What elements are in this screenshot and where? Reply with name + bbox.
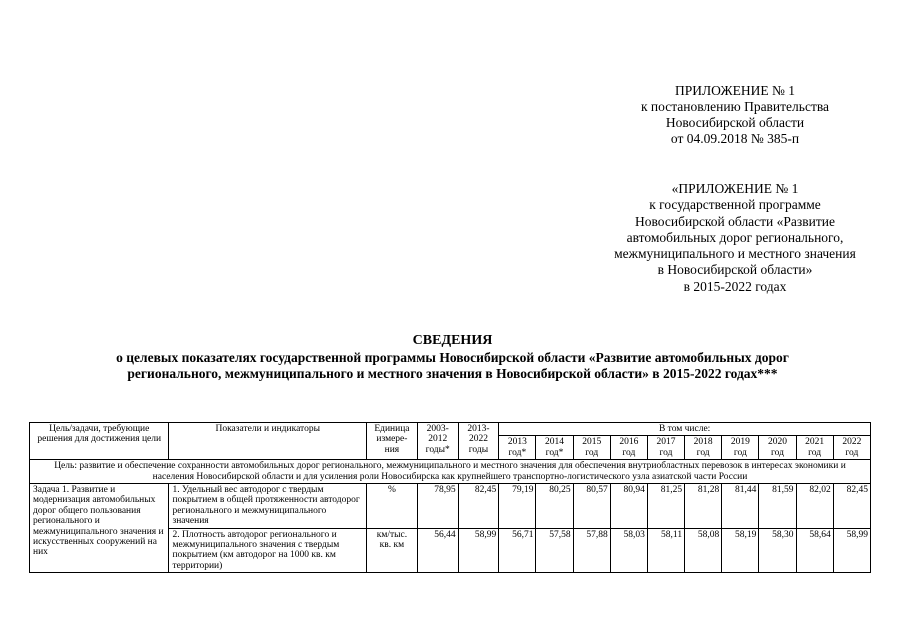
header-year: 2015 год bbox=[573, 436, 610, 460]
appendix-to-resolution bbox=[600, 83, 870, 147]
table-row bbox=[30, 484, 871, 529]
value-cell: 81,25 bbox=[647, 484, 684, 529]
value-cell: 57,88 bbox=[573, 528, 610, 573]
value-cell: 58,08 bbox=[685, 528, 722, 573]
header-year: 2016 год bbox=[610, 436, 647, 460]
header-indicators: Показатели и индикаторы bbox=[169, 423, 367, 460]
header-2013-2022: 2013-2022 годы bbox=[458, 423, 499, 460]
value-cell: 80,94 bbox=[610, 484, 647, 529]
value-cell: 58,11 bbox=[647, 528, 684, 573]
header-2003-2012: 2003-2012 годы* bbox=[417, 423, 458, 460]
unit-cell: км/тыс. кв. км bbox=[366, 528, 417, 573]
value-cell: 57,58 bbox=[536, 528, 573, 573]
header-year: 2018 год bbox=[685, 436, 722, 460]
value-cell: 81,59 bbox=[759, 484, 796, 529]
title-line-2: регионального, межмуниципального и местного значения в Новосибирской области» в 2015-2022 годах*** bbox=[127, 366, 778, 381]
value-cell: 82,45 bbox=[833, 484, 870, 529]
indicators-table bbox=[29, 422, 871, 573]
appendix1-line: Новосибирской области bbox=[665, 115, 805, 130]
appendix2-line: в Новосибирской области» bbox=[657, 262, 813, 278]
value-cell: 82,02 bbox=[796, 484, 833, 529]
value-cell: 81,44 bbox=[722, 484, 759, 529]
appendix2-line: Новосибирской области «Развитие bbox=[635, 213, 835, 229]
value-cell: 58,64 bbox=[796, 528, 833, 573]
value-cell: 80,25 bbox=[536, 484, 573, 529]
indicator-cell: 2. Плотность автодорог регионального и межмуниципального значения с твердым покрытием (км автодорог на 1000 кв. км территории) bbox=[169, 528, 367, 573]
appendix2-line: «ПРИЛОЖЕНИЕ № 1 bbox=[671, 181, 799, 196]
appendix-to-program bbox=[590, 181, 880, 295]
goal-text: Цель: развитие и обеспечение сохранности автомобильных дорог регионального, межмуниципального и местного значения для обеспечения внутриобластных перевозок в интересах экономики и населения Новосибирской области и для усиления роли Новосибирска как крупнейшего транспортно-логистического узла азиатской части России bbox=[30, 460, 871, 484]
unit-cell: % bbox=[366, 484, 417, 529]
value-cell: 82,45 bbox=[458, 484, 499, 529]
value-cell: 56,44 bbox=[417, 528, 458, 573]
value-cell: 58,03 bbox=[610, 528, 647, 573]
header-including: В том числе: bbox=[499, 423, 871, 436]
task-cell: Задача 1. Развитие и модернизация автомобильных дорог общего пользования регионального и межмуниципального значения и искусственных сооружений на них bbox=[30, 484, 169, 573]
appendix1-line: ПРИЛОЖЕНИЕ № 1 bbox=[674, 83, 796, 98]
appendix2-line: автомобильных дорог регионального, bbox=[626, 229, 844, 245]
goal-row bbox=[30, 460, 871, 484]
title-line-1: о целевых показателях государственной программы Новосибирской области «Развитие автомобильных дорог bbox=[116, 349, 789, 365]
value-cell: 58,99 bbox=[833, 528, 870, 573]
value-cell: 58,99 bbox=[458, 528, 499, 573]
value-cell: 58,30 bbox=[759, 528, 796, 573]
value-cell: 80,57 bbox=[573, 484, 610, 529]
header-year: 2017 год bbox=[647, 436, 684, 460]
appendix2-line: межмуниципального и местного значения bbox=[614, 246, 856, 262]
appendix2-line: в 2015-2022 годах bbox=[683, 278, 787, 294]
header-year: 2014 год* bbox=[536, 436, 573, 460]
header-year: 2022 год bbox=[833, 436, 870, 460]
header-row-1 bbox=[30, 423, 871, 436]
header-year: 2019 год bbox=[722, 436, 759, 460]
document-title bbox=[30, 333, 875, 383]
indicator-cell: 1. Удельный вес автодорог с твердым покрытием в общей протяженности автодорог регионального и межмуниципального значения bbox=[169, 484, 367, 529]
header-goal: Цель/задачи, требующие решения для достижения цели bbox=[30, 423, 169, 460]
value-cell: 81,28 bbox=[685, 484, 722, 529]
value-cell: 78,95 bbox=[417, 484, 458, 529]
title-main: СВЕДЕНИЯ bbox=[412, 333, 493, 348]
value-cell: 58,19 bbox=[722, 528, 759, 573]
header-year: 2020 год bbox=[759, 436, 796, 460]
appendix2-line: к государственной программе bbox=[649, 197, 821, 213]
value-cell: 79,19 bbox=[499, 484, 536, 529]
header-year: 2013 год* bbox=[499, 436, 536, 460]
value-cell: 56,71 bbox=[499, 528, 536, 573]
appendix1-line: к постановлению Правительства bbox=[640, 99, 830, 114]
appendix1-line: от 04.09.2018 № 385-п bbox=[670, 131, 800, 146]
header-unit: Единица измере-ния bbox=[366, 423, 417, 460]
header-year: 2021 год bbox=[796, 436, 833, 460]
